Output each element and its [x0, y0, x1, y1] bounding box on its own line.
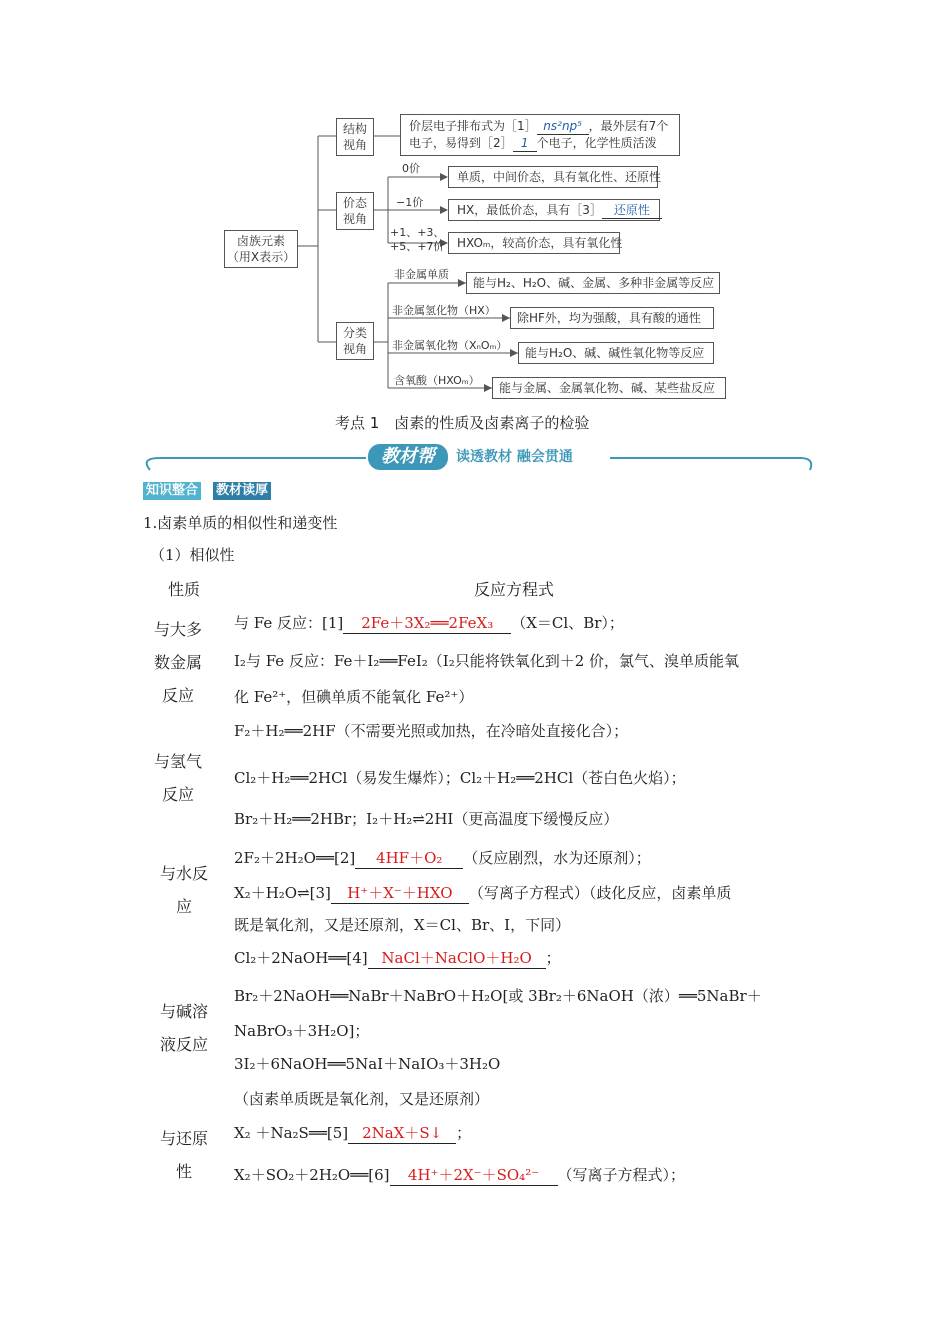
- table-head-equation: 反应方程式: [474, 580, 555, 599]
- class-2-box: 除HF外，均为强酸，具有酸的通性: [510, 307, 714, 329]
- class-4-box: 能与金属、金属氧化物、碱、某些盐反应: [492, 377, 726, 399]
- struct-text-d: 个电子，化学性质活泼: [536, 136, 657, 150]
- eq-row-3: 化 Fe²⁺，但碘单质不能氧化 Fe²⁺）: [234, 688, 474, 706]
- eq-15-prefix: X₂ ＋Na₂S══[5]: [234, 1124, 349, 1142]
- blank-1: ns²np⁵: [537, 118, 589, 135]
- tag-knowledge: 知识整合: [143, 482, 201, 500]
- eq-15-suffix: ；: [456, 1124, 472, 1142]
- banner-title: 教材帮: [368, 444, 448, 470]
- label-hydrogen: 与氢气 反应: [153, 752, 202, 804]
- heading-1: 1.卤素单质的相似性和递变性: [143, 514, 338, 532]
- banner-subtitle: 读透教材 融会贯通: [456, 449, 573, 465]
- eq-1-prefix: 与 Fe 反应：[1]: [234, 614, 344, 632]
- root-box: 卤族元素 （用X表示）: [224, 230, 298, 268]
- classify-view-box: 分类 视角: [336, 322, 374, 360]
- tag-textbook: 教材读厚: [213, 482, 271, 500]
- label-reduce: 与还原 性: [159, 1129, 208, 1181]
- eq-row-11: Br₂＋2NaOH══NaBr＋NaBrO＋H₂O[或 3Br₂＋6NaOH（浓）══5NaBr＋: [234, 987, 762, 1005]
- eq-row-2: I₂与 Fe 反应：Fe＋I₂══FeI₂（I₂只能将铁氧化到＋2 价，氯气、溴单质能氧: [234, 652, 740, 670]
- valence-minus1-box: [448, 199, 660, 221]
- eq-row-1: [234, 612, 624, 634]
- eq-row-12: NaBrO₃＋3H₂O]；: [234, 1022, 370, 1040]
- table-head-property: 性质: [168, 580, 201, 599]
- answer-1: 2Fe＋3X₂══2FeX₃: [343, 612, 511, 634]
- valence-minus1-label: −1价: [396, 196, 424, 209]
- valence-view-box: 价态 视角: [336, 192, 374, 230]
- blank-3: 还原性: [602, 202, 662, 219]
- blank-2: 1: [513, 135, 537, 152]
- eq-row-10: [234, 947, 561, 969]
- class-3-box: 能与H₂O、碱、碱性氧化物等反应: [518, 342, 714, 364]
- eq-8-suffix: （写离子方程式）（歧化反应，卤素单质: [468, 884, 732, 902]
- answer-3: H⁺＋X⁻＋HXO: [331, 882, 469, 904]
- struct-text-c: 电子，易得到［2］: [409, 136, 513, 150]
- eq-row-13: 3I₂＋6NaOH══5NaI＋NaIO₃＋3H₂O: [234, 1055, 501, 1073]
- valence-minus1-text: HX，最低价态，具有［3］: [457, 203, 602, 217]
- valence-0-label: 0价: [402, 162, 420, 175]
- label-metal: 与大多 数金属 反应: [153, 620, 202, 705]
- valence-high-label: +1、+3、 +5、+7价: [390, 226, 445, 253]
- eq-row-7: [234, 847, 651, 869]
- struct-detail-box: [400, 114, 680, 156]
- struct-text-a: 价层电子排布式为［1］: [409, 119, 537, 133]
- eq-10-prefix: Cl₂＋2NaOH══[4]: [234, 949, 368, 967]
- valence-0-box: 单质，中间价态，具有氧化性、还原性: [448, 166, 658, 188]
- eq-row-4: F₂＋H₂══2HF（不需要光照或加热，在冷暗处直接化合）；: [234, 722, 629, 740]
- answer-5: 2NaX＋S↓: [348, 1122, 456, 1144]
- section-title: 考点 1 卤素的性质及卤素离子的检验: [335, 414, 590, 432]
- eq-row-14: （卤素单质既是氧化剂，又是还原剂）: [234, 1090, 490, 1108]
- eq-8-prefix: X₂＋H₂O⇌[3]: [234, 884, 331, 902]
- struct-text-b: ，最外层有7个: [588, 119, 669, 133]
- valence-high-box: HXOₘ，较高价态，具有氧化性: [448, 232, 620, 254]
- label-alkali: 与碱溶 液反应: [159, 1002, 208, 1054]
- eq-16-suffix: （写离子方程式）；: [557, 1166, 686, 1184]
- class-1-label: 非金属单质: [394, 268, 449, 281]
- eq-row-8: [234, 882, 731, 904]
- answer-6: 4H⁺＋2X⁻＋SO₄²⁻: [390, 1164, 558, 1186]
- eq-7-prefix: 2F₂＋2H₂O══[2]: [234, 849, 356, 867]
- eq-1-suffix: （X＝Cl、Br）；: [511, 614, 624, 632]
- answer-2: 4HF＋O₂: [355, 847, 463, 869]
- class-4-label: 含氧酸（HXOₘ）: [394, 374, 480, 387]
- eq-row-16: [234, 1164, 685, 1186]
- heading-2: （1）相似性: [150, 546, 235, 564]
- eq-row-6: Br₂＋H₂══2HBr；I₂＋H₂⇌2HI（更高温度下缓慢反应）: [234, 810, 619, 828]
- eq-row-15: [234, 1122, 471, 1144]
- eq-7-suffix: （反应剧烈，水为还原剂）；: [463, 849, 651, 867]
- label-water: 与水反 应: [159, 864, 208, 916]
- eq-row-5: Cl₂＋H₂══2HCl（易发生爆炸）；Cl₂＋H₂══2HCl（苍白色火焰）；: [234, 769, 686, 787]
- answer-4: NaCl＋NaClO＋H₂O: [368, 947, 546, 969]
- class-3-label: 非金属氧化物（XₙOₘ）: [392, 339, 508, 352]
- class-1-box: 能与H₂、H₂O、碱、金属、多种非金属等反应: [466, 272, 720, 294]
- struct-view-box: 结构 视角: [336, 118, 374, 156]
- eq-16-prefix: X₂＋SO₂＋2H₂O══[6]: [234, 1166, 390, 1184]
- class-2-label: 非金属氢化物（HX）: [392, 304, 496, 317]
- eq-10-suffix: ；: [545, 949, 561, 967]
- eq-row-9: 既是氧化剂，又是还原剂，X＝Cl、Br、I，下同）: [234, 916, 571, 934]
